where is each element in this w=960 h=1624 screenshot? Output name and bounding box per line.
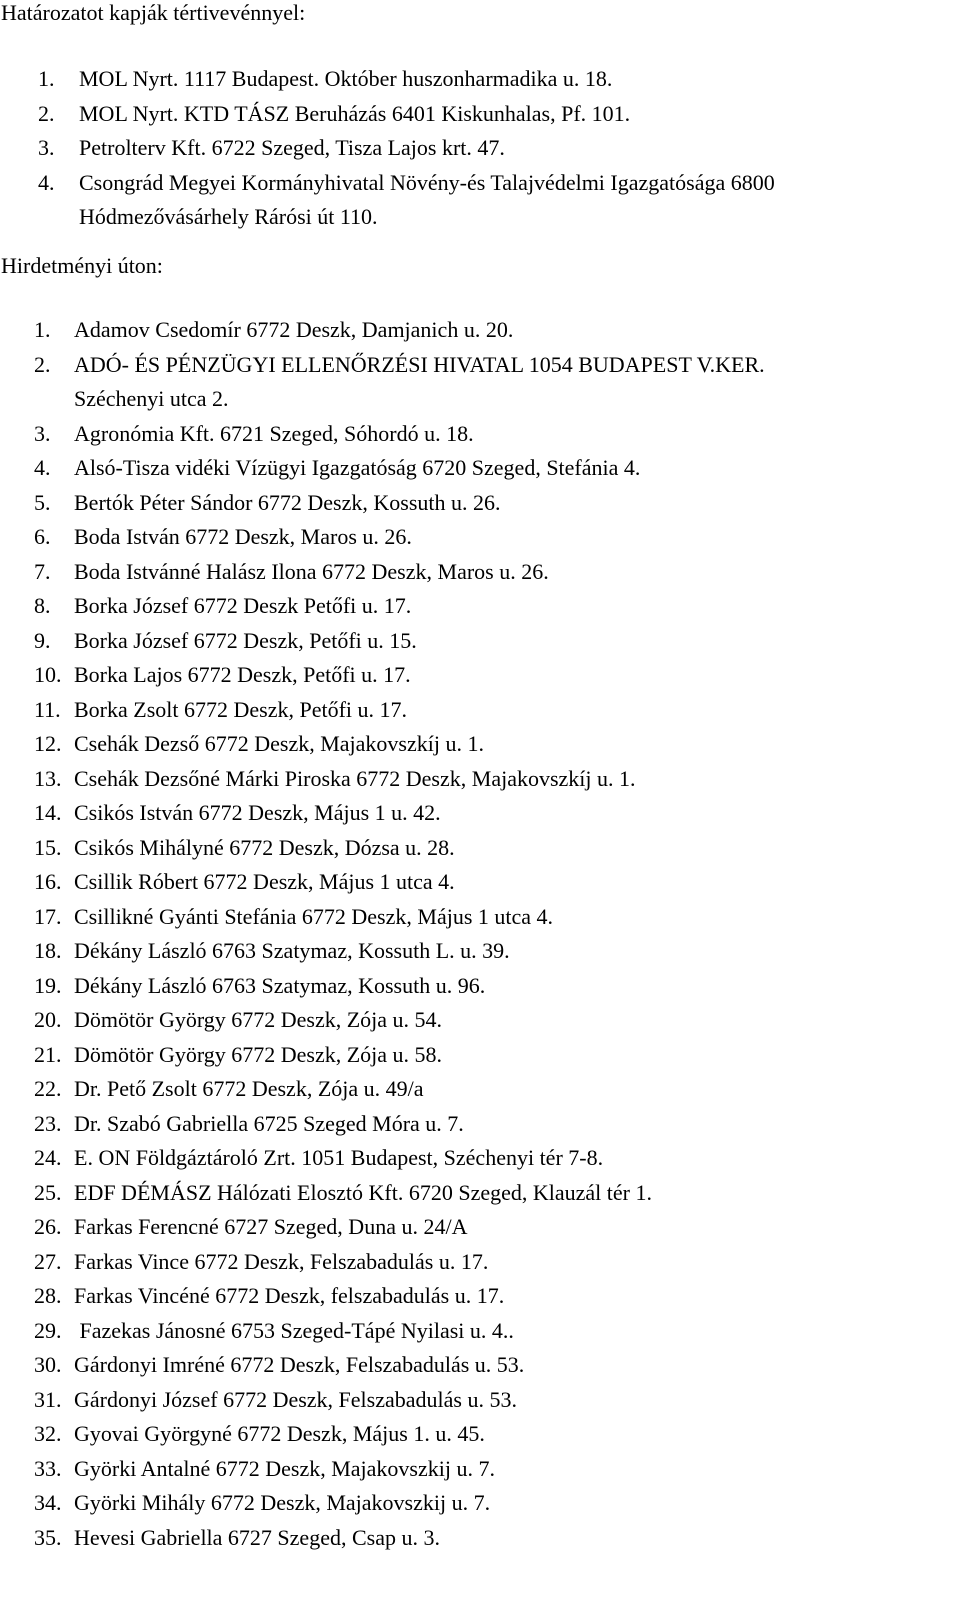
list-item [34,1176,765,1211]
item-number: 6. [34,524,51,549]
item-text: Csillik Róbert 6772 Deszk, Május 1 utca 4. [74,869,455,894]
item-number: 12. [34,731,62,756]
item-number: 19. [34,972,62,998]
list-item [34,1003,765,1038]
item-text: Fazekas Jánosné 6753 Szeged-Tápé Nyilasi u. 4.. [74,1317,514,1343]
list-item [34,658,765,693]
list-item [34,348,765,417]
item-text: Boda Istvánné Halász Ilona 6772 Deszk, Maros u. 26. [74,558,549,584]
list-item [34,1141,765,1176]
item-number: 33. [34,1455,62,1481]
list-item [34,1417,765,1452]
item-number: 25. [34,1179,62,1205]
item-text: Csikós István 6772 Deszk, Május 1 u. 42. [74,800,441,825]
list-item [34,1521,765,1556]
list-item [34,762,765,797]
list-item [34,1210,765,1245]
item-text: Csikós Mihályné 6772 Deszk, Dózsa u. 28. [74,834,455,860]
item-text: Borka Zsolt 6772 Deszk, Petőfi u. 17. [74,696,408,722]
item-text: Dömötör György 6772 Deszk, Zója u. 58. [74,1041,443,1067]
item-number: 13. [34,765,62,791]
item-number: 35. [34,1524,62,1550]
list-item [34,969,765,1004]
item-number: 3. [34,420,51,446]
item-text: Adamov Csedomír 6772 Deszk, Damjanich u. 20. [74,317,514,342]
list-item [34,1383,765,1418]
item-text: Petrolterv Kft. 6722 Szeged, Tisza Lajos krt. 47. [79,135,505,160]
item-text: Dömötör György 6772 Deszk, Zója u. 54. [74,1007,443,1032]
item-text: Györki Mihály 6772 Deszk, Majakovszkij u. 7. [74,1490,491,1515]
item-text: Farkas Vince 6772 Deszk, Felszabadulás u. 17. [74,1248,489,1274]
item-number: 26. [34,1214,62,1239]
item-text: Gárdonyi Imréné 6772 Deszk, Felszabadulás u. 53. [74,1352,525,1377]
list-item [34,1279,765,1314]
list-item [34,1038,765,1073]
item-number: 2. [34,351,51,377]
item-text: ADÓ- ÉS PÉNZÜGYI ELLENŐRZÉSI HIVATAL 1054 BUDAPEST V.KER. [74,351,765,377]
item-text: Boda István 6772 Deszk, Maros u. 26. [74,524,412,549]
item-number: 29. [34,1317,62,1343]
item-number: 1. [34,317,51,342]
heading-registered-mail: Határozatot kapják tértivevénnyel: [1,0,306,25]
list-item [34,451,765,486]
list-item [34,1245,765,1280]
item-number: 24. [34,1145,62,1170]
item-text: Borka József 6772 Deszk, Petőfi u. 15. [74,627,417,653]
item-text: Csehák Dezső 6772 Deszk, Majakovszkíj u. 1. [74,731,484,756]
item-number: 31. [34,1386,62,1412]
item-number: 5. [34,489,51,515]
item-number: 10. [34,662,62,687]
item-number: 16. [34,869,62,894]
list-item [38,131,775,166]
item-number: 22. [34,1076,62,1101]
recipient-list [38,62,775,235]
list-item [34,1348,765,1383]
item-number: 9. [34,627,51,653]
list-item [34,417,765,452]
list-item [34,865,765,900]
item-number: 34. [34,1490,62,1515]
list-item [34,555,765,590]
item-text: Hevesi Gabriella 6727 Szeged, Csap u. 3. [74,1524,440,1550]
list-item [38,166,775,235]
item-text: Gárdonyi József 6772 Deszk, Felszabadulás u. 53. [74,1386,517,1412]
list-item [34,1072,765,1107]
item-number: 30. [34,1352,62,1377]
item-text: Farkas Vincéné 6772 Deszk, felszabadulás u. 17. [74,1283,505,1308]
item-number: 8. [34,593,51,618]
item-text: Dékány László 6763 Szatymaz, Kossuth L. u. 39. [74,938,510,963]
item-text: MOL Nyrt. KTD TÁSZ Beruházás 6401 Kiskunhalas, Pf. 101. [79,100,631,126]
item-number: 27. [34,1248,62,1274]
item-number: 4. [34,455,51,480]
item-number: 18. [34,938,62,963]
item-text: Bertók Péter Sándor 6772 Deszk, Kossuth u. 26. [74,489,501,515]
list-item [34,313,765,348]
item-text: Dr. Szabó Gabriella 6725 Szeged Móra u. 7. [74,1110,464,1136]
list-item [34,624,765,659]
item-number: 11. [34,696,61,722]
list-item [34,1486,765,1521]
item-text: MOL Nyrt. 1117 Budapest. Október huszonharmadika u. 18. [79,66,613,91]
item-number: 23. [34,1110,62,1136]
list-item [34,1314,765,1349]
item-text: Borka József 6772 Deszk Petőfi u. 17. [74,593,412,618]
item-number: 3. [38,135,55,160]
item-text: Alsó-Tisza vidéki Vízügyi Igazgatóság 6720 Szeged, Stefánia 4. [74,455,641,480]
list-item [34,486,765,521]
item-number: 20. [34,1007,62,1032]
item-number: 17. [34,903,62,929]
item-text: E. ON Földgáztároló Zrt. 1051 Budapest, Széchenyi tér 7-8. [74,1145,604,1170]
item-number: 32. [34,1421,62,1446]
item-number: 28. [34,1283,62,1308]
item-number: 4. [38,169,55,195]
list-item [34,831,765,866]
item-text: Dr. Pető Zsolt 6772 Deszk, Zója u. 49/a [74,1076,424,1101]
item-text-continuation: Hódmezővásárhely Rárósi út 110. [79,204,378,229]
item-number: 21. [34,1041,62,1067]
list-item [34,693,765,728]
list-item [34,520,765,555]
list-item [38,62,775,97]
item-number: 2. [38,100,55,126]
item-text: Dékány László 6763 Szatymaz, Kossuth u. 96. [74,972,486,998]
list-item [34,1452,765,1487]
heading-public-notice: Hirdetményi úton: [1,253,163,278]
item-text: Csehák Dezsőné Márki Piroska 6772 Deszk, Majakovszkíj u. 1. [74,765,636,791]
item-text: Agronómia Kft. 6721 Szeged, Sóhordó u. 18. [74,420,474,446]
item-text-continuation: Széchenyi utca 2. [74,386,229,411]
item-text: Csillikné Gyánti Stefánia 6772 Deszk, Május 1 utca 4. [74,903,554,929]
list-item [38,97,775,132]
item-text: Borka Lajos 6772 Deszk, Petőfi u. 17. [74,662,411,687]
list-item [34,900,765,935]
list-item [34,727,765,762]
item-text: Csongrád Megyei Kormányhivatal Növény-és Talajvédelmi Igazgatósága 6800 [79,169,775,195]
item-number: 15. [34,834,62,860]
list-item [34,1107,765,1142]
public-notice-list [34,313,765,1555]
item-text: EDF DÉMÁSZ Hálózati Elosztó Kft. 6720 Szeged, Klauzál tér 1. [74,1179,652,1205]
list-item [34,796,765,831]
item-number: 14. [34,800,62,825]
list-item [34,589,765,624]
list-item [34,934,765,969]
item-text: Farkas Ferencné 6727 Szeged, Duna u. 24/A [74,1214,468,1239]
item-number: 7. [34,558,51,584]
item-text: Gyovai Györgyné 6772 Deszk, Május 1. u. 45. [74,1421,485,1446]
item-number: 1. [38,66,55,91]
item-text: Györki Antalné 6772 Deszk, Majakovszkij u. 7. [74,1455,495,1481]
